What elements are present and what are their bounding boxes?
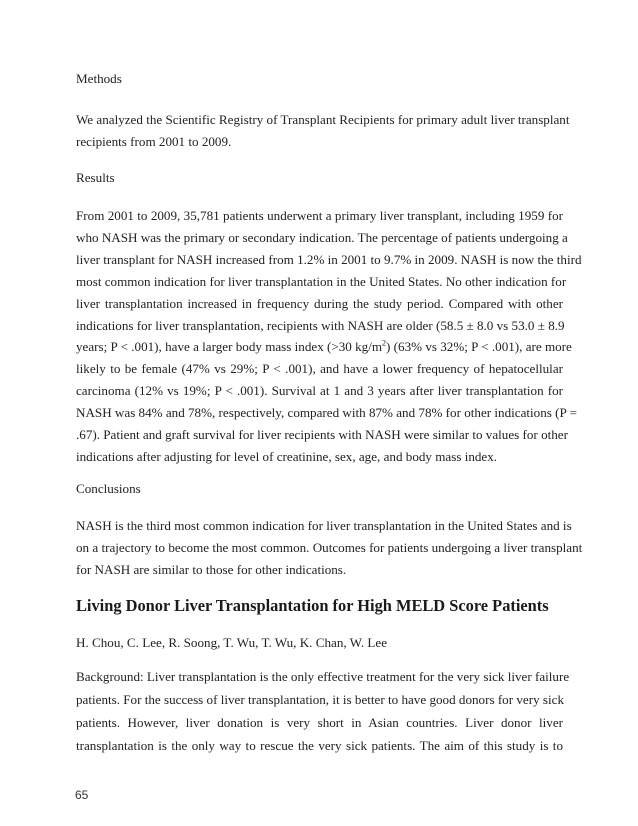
results-text-line: liver transplant for NASH increased from 1.2% in 2001 to 9.7% in 2009. NASH is now the third xyxy=(76,252,582,267)
results-text-line: .67). Patient and graft survival for liver recipients with NASH were similar to values for other xyxy=(76,427,568,442)
page-number: 65 xyxy=(75,788,89,802)
results-text-part: ) (63% vs 32%; P < .001), are more xyxy=(386,339,572,354)
superscript: 2 xyxy=(382,338,387,348)
section-title: Living Donor Liver Transplantation for High MELD Score Patients xyxy=(76,596,549,615)
conclusions-heading: Conclusions xyxy=(76,481,141,496)
conclusions-text-line: for NASH are similar to those for other indications. xyxy=(76,562,347,577)
conclusions-text-line: on a trajectory to become the most common. Outcomes for patients undergoing a liver transplant xyxy=(76,540,583,555)
background-text-line: transplantation is the only way to rescue the very sick patients. The aim of this study is to xyxy=(76,738,563,753)
background-text-line: patients. For the success of liver transplantation, it is better to have good donors for very sick xyxy=(76,692,564,707)
results-text-line: most common indication for liver transplantation in the United States. No other indication for xyxy=(76,274,567,289)
authors-line: H. Chou, C. Lee, R. Soong, T. Wu, T. Wu, K. Chan, W. Lee xyxy=(76,635,387,650)
results-text-line: liver transplantation increased in frequency during the study period. Compared with other xyxy=(76,296,563,311)
results-text-line: carcinoma (12% vs 19%; P < .001). Survival at 1 and 3 years after liver transplantation for xyxy=(76,383,563,398)
methods-text-line: recipients from 2001 to 2009. xyxy=(76,134,232,149)
results-text-line: indications after adjusting for level of creatinine, sex, age, and body mass index. xyxy=(76,449,498,464)
results-text-part: years; P < .001), have a larger body mass index (>30 kg/m xyxy=(76,339,383,354)
methods-heading: Methods xyxy=(76,71,122,86)
results-text-line xyxy=(76,338,572,355)
results-text-line: likely to be female (47% vs 29%; P < .001), and have a lower frequency of hepatocellular xyxy=(76,361,563,376)
results-text-line: indications for liver transplantation, recipients with NASH are older (58.5 ± 8.0 vs 53.0 ± 8.9 xyxy=(76,318,565,333)
results-text-line: NASH was 84% and 78%, respectively, compared with 87% and 78% for other indications (P = xyxy=(76,405,577,420)
results-heading: Results xyxy=(76,170,115,185)
results-text-line: who NASH was the primary or secondary indication. The percentage of patients undergoing a xyxy=(76,230,568,245)
conclusions-text-line: NASH is the third most common indication for liver transplantation in the United States and is xyxy=(76,518,572,533)
background-text-line: Background: Liver transplantation is the only effective treatment for the very sick liver failure xyxy=(76,669,570,684)
background-text-line: patients. However, liver donation is very short in Asian countries. Liver donor liver xyxy=(76,715,563,730)
methods-text-line: We analyzed the Scientific Registry of Transplant Recipients for primary adult liver transplant xyxy=(76,112,570,127)
results-text-line: From 2001 to 2009, 35,781 patients underwent a primary liver transplant, including 1959 for xyxy=(76,208,563,223)
